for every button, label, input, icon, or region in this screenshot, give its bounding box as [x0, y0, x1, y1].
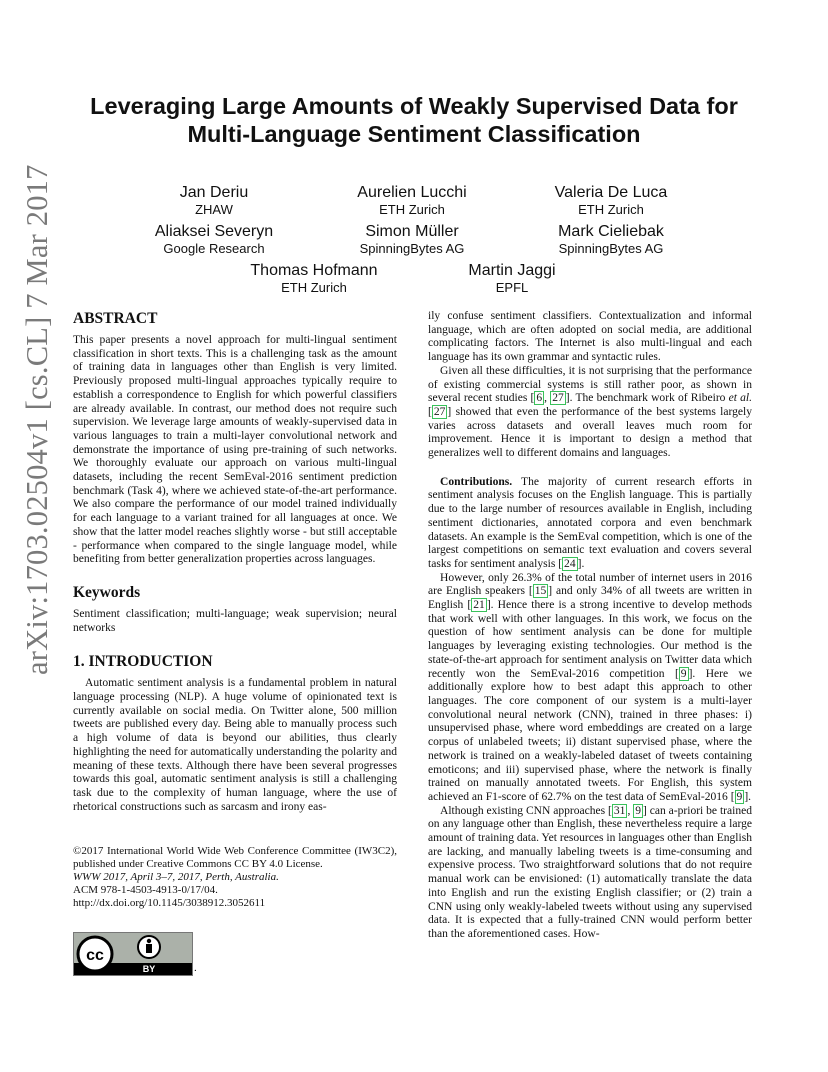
author-affiliation: ETH Zurich: [578, 202, 644, 217]
author-name: Simon Müller: [365, 223, 459, 240]
author-affiliation: ETH Zurich: [379, 202, 445, 217]
citation-link[interactable]: 27: [433, 405, 446, 418]
abstract-heading: ABSTRACT: [73, 310, 158, 327]
author-block: [204, 261, 424, 295]
introduction-heading: 1. INTRODUCTION: [73, 653, 213, 671]
author-name: Mark Cieliebak: [558, 223, 664, 240]
paragraph-contributions: Contributions. The majority of current research efforts in sentiment analysis focuses on the English language. This is partially due to the large number of resources available in English, including sentiment dictionaries, annotated corpora and even benchmark datasets. An example is the SemEval competition, which is one of the largest competitions on semantic text evaluation and covers several tasks for sentiment analysis [ 24 ].: [428, 475, 752, 570]
citation-link[interactable]: 24: [564, 557, 576, 570]
introduction-text: Automatic sentiment analysis is a fundamental problem in natural language processing (NLP). A huge volume of opinionated text is currently available on social media. On Twitter alone, 500 million tweets are published every day. Being able to manually process such a high volume of data is beyond our abilities, thus clearly highlighting the need for automatically understanding the polarity and meaning of these texts. Although there have been several progresses towards this goal, automatic sentiment analysis is still a challenging task due to the complexity of human language, where the use of rhetorical constructions such as sarcasm and irony eas-: [73, 677, 397, 813]
author-name: Martin Jaggi: [468, 262, 556, 279]
paragraph-difficulties: Given all these difficulties, it is not surprising that the performance of existing commercial systems is still rather poor, as shown in several recent studies [ 6 , 27 ]. The benchmark work of Ribeiro et al. [ 27 ] showed that even the performance of the best systems largely varies across datasets and overall leaves much room for improvement. Hence it is important to design a method that generalizes well to different domains and languages.: [428, 364, 753, 460]
author-block: [302, 183, 522, 217]
left-column: [73, 310, 397, 910]
doi-link[interactable]: http://dx.doi.org/10.1145/3038912.3052611: [73, 897, 266, 910]
abstract-text: This paper presents a novel approach for multi-lingual sentiment classification in short texts. This is a challenging task as the amount of training data in languages other than English is very limited. Previously proposed multi-lingual approaches typically require to establish a correspondence to English for which powerful classifiers are already available. In contrast, our method does not require such supervision. We leverage large amounts of weakly-supervised data in various languages to train a multi-layer convolutional network and demonstrate the importance of using pre-training of such networks. We thoroughly evaluate our approach on various multi-lingual datasets, including the recent SemEval-2016 sentiment prediction benchmark (Task 4), where we achieved state-of-the-art performance. We also compare the performance of our model trained individually for each language to a variant trained for all languages at once. We show that the latter model reaches slightly worse - but still acceptable - performance when compared to the single language model, while benefiting from better generalization properties across languages.: [73, 334, 397, 566]
citation-link[interactable]: 9: [680, 667, 687, 680]
copyright-line: ©2017 International World Wide Web Conference Committee (IW3C2), published under Creative Commons CC BY 4.0 License.: [73, 845, 397, 871]
author-name: Thomas Hofmann: [250, 262, 378, 279]
author-name: Jan Deriu: [179, 184, 249, 201]
citation-link[interactable]: 9: [635, 804, 641, 817]
contributions-label: Contributions.: [440, 475, 513, 488]
author-name: Valeria De Luca: [554, 184, 668, 201]
author-affiliation: SpinningBytes AG: [359, 241, 465, 256]
arxiv-identifier: arXiv:1703.02504v1 [cs.CL] 7 Mar 2017: [20, 164, 54, 675]
badge-period: .: [194, 962, 197, 974]
paragraph-languages: However, only 26.3% of the total number of internet users in 2016 are English speakers [ 15 ] and only 34% of all tweets are written in English [ 21 ]. Hence there is a strong incentive to develop methods that work well with other languages. In this work, we focus on the question of how sentiment analysis can be done for multiple languages by leveraging existing technologies. Our method is the state-of-the-art approach for sentiment analysis on Twitter data which recently won the SemEval-2016 competition [ 9 ]. Here we additionally explore how to best adapt this approach to other languages. The core component of our system is a multi-layer convolutional neural network (CNN), trained in three phases: i) unsupervised phase, where word embeddings are created on a large corpus of unlabeled tweets; ii) distant supervised phase, where the network is trained on a weakly-labeled dataset of tweets containing emoticons; and iii) supervised phase, where the network is finally trained on manually annotated tweets. For English, this system achieved an F1-score of 62.7% on the test data of SemEval-2016 [ 9 ].: [428, 571, 753, 803]
intro-continuation: ily confuse sentiment classifiers. Contextualization and informal language, which are often adopted on social media, are additional complicating factors. The Internet is also multi-lingual and each language has its own grammar and syntactic rules.: [428, 310, 752, 364]
citation-link[interactable]: 31: [613, 804, 626, 817]
author-affiliation: ETH Zurich: [281, 280, 347, 295]
author-block: [302, 222, 522, 256]
author-name: Aurelien Lucchi: [357, 184, 467, 201]
author-block: [501, 222, 721, 256]
conference-line: WWW 2017, April 3–7, 2017, Perth, Australia.: [73, 871, 279, 884]
right-column: [428, 310, 752, 942]
paper-title: Leveraging Large Amounts of Weakly Supervised Data for Multi-Language Sentiment Classification: [90, 93, 738, 147]
cc-by-license-badge: [73, 932, 193, 976]
citation-link[interactable]: 6: [536, 392, 543, 405]
paragraph-cnn-approaches: Although existing CNN approaches [ 31 , 9 ] can a-priori be trained on any language other than English, these nevertheless require a large amount of training data. Yet resources in languages other than English are lacking, and manually labeling tweets is a time-consuming and expensive process. Two straightforward solutions that do not require manual work can be envisioned: (1) automatically translate the data into English and run the existing English classifier; or (2) train a CNN using only weakly-labeled tweets without using any supervised data. It is expected that a fully-trained CNN would perform better than the aforementioned cases. How-: [428, 804, 752, 940]
author-affiliation: ZHAW: [195, 202, 233, 217]
author-affiliation: Google Research: [163, 241, 265, 256]
by-text: BY: [142, 964, 156, 974]
citation-link[interactable]: 27: [552, 392, 564, 405]
keywords-text: Sentiment classification; multi-language; weak supervision; neural networks: [73, 607, 397, 634]
keywords-heading: Keywords: [73, 583, 141, 601]
author-block: [501, 183, 721, 217]
acm-isbn: ACM 978-1-4503-4913-0/17/04.: [73, 884, 218, 897]
citation-link[interactable]: 15: [534, 585, 547, 598]
author-name: Aliaksei Severyn: [154, 223, 274, 240]
author-affiliation: EPFL: [495, 280, 529, 295]
copyright-footnote: [73, 845, 397, 910]
cc-by-logo-icon: [74, 933, 192, 975]
author-block: [104, 222, 324, 256]
author-block: [104, 183, 324, 217]
citation-link[interactable]: 21: [473, 599, 485, 612]
cc-text: cc: [86, 947, 104, 964]
citation-link[interactable]: 9: [736, 790, 743, 803]
author-affiliation: SpinningBytes AG: [558, 241, 664, 256]
author-block: [402, 261, 622, 295]
